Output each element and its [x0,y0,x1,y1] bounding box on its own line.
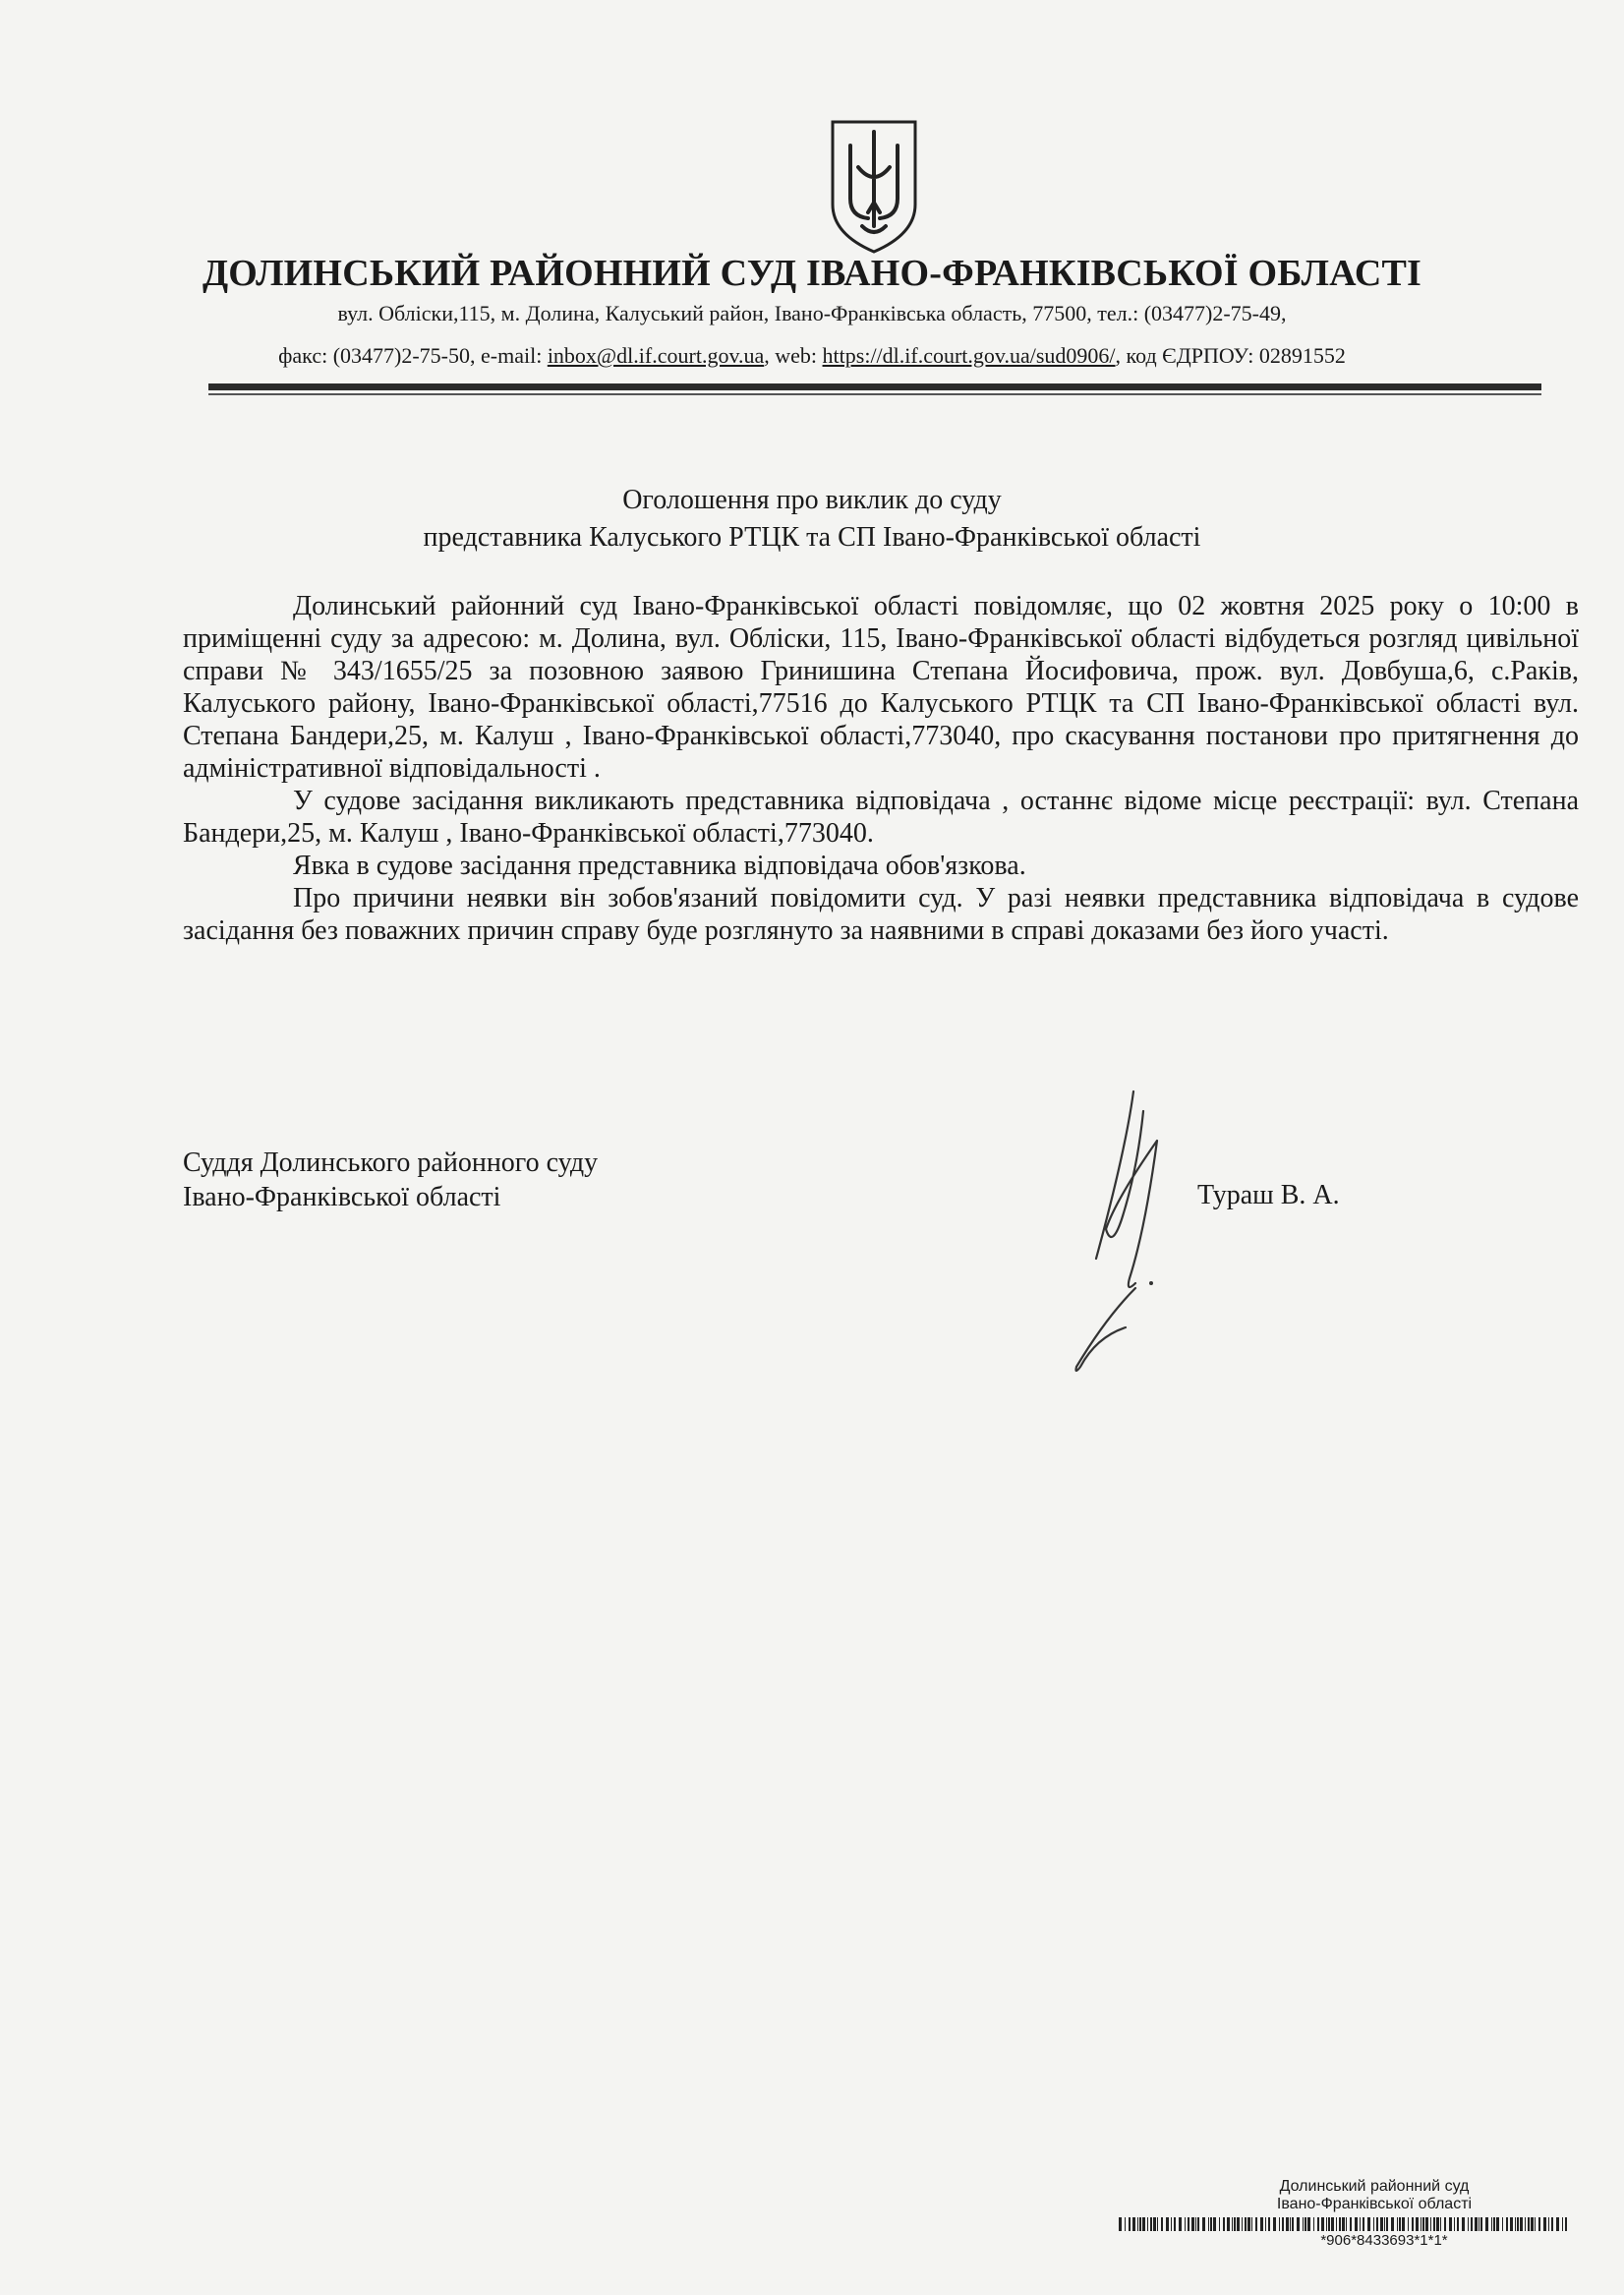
stamp-line-2: Івано-Франківської області [1276,2196,1473,2212]
barcode-number: *906*8433693*1*1* [1320,2232,1448,2249]
header-divider [208,383,1541,390]
registration-stamp [1119,2178,1561,2249]
paragraph: Долинський районний суд Івано-Франківської області повідомляє, що 02 жовтня 2025 року о 10:00 в приміщенні суду за адресою: м. Долина, вул. Обліски, 115, Івано-Франківської області відбудеться розгляд цивільної справи № 343/1655/25 за позовною заявою Гринишина Степана Йосифовича, прож. вул. Довбуша,6, с.Раків, Калуського району, Івано-Франківської області,77516 до Калуського РТЦК та СП Івано-Франківської області вул. Степана Бандери,25, м. Калуш , Івано-Франківської області,773040, про скасування постанови про притягнення до адміністративної відповідальності . [183,591,1579,784]
court-address: вул. Обліски,115, м. Долина, Калуський район, Івано-Франківська область, 77500, тел.: (03477)2-75-49, [337,301,1287,325]
judge-position-line-1: Суддя Долинського районного суду [183,1148,599,1178]
barcode-icon [1119,2217,1571,2231]
paragraph: Явка в судове засідання представника відповідача обов'язкова. [293,851,1026,881]
court-name: ДОЛИНСЬКИЙ РАЙОННИЙ СУД ІВАНО-ФРАНКІВСЬКОЇ ОБЛАСТІ [202,253,1422,294]
announcement-title [0,482,1624,557]
fax-label: факс: (03477)2-75-50, e-mail: [278,343,548,368]
court-contacts [0,343,1624,369]
judge-position [183,1146,598,1214]
header-divider-thin [208,393,1541,395]
announcement-body [183,590,1579,947]
paragraph: Про причини неявки він зобов'язаний повідомити суд. У разі неявки представника відповідача в судове засідання без поважних причин справу буде розглянуто за наявними в справі доказами без його участі. [183,883,1579,946]
coat-of-arms-icon [829,118,919,256]
email-link[interactable]: inbox@dl.if.court.gov.ua [547,343,765,368]
judge-position-line-2: Івано-Франківської області [183,1182,501,1212]
paragraph: У судове засідання викликають представника відповідача , останнє відоме місце реєстрації: вул. Степана Бандери,25, м. Калуш , Івано-Франківської області,773040. [183,786,1579,849]
web-label: , web: [764,343,823,368]
web-link[interactable]: https://dl.if.court.gov.ua/sud0906/ [822,343,1116,368]
announcement-title-line-2: представника Калуського РТЦК та СП Івано-Франківської області [423,522,1201,553]
judge-name: Тураш В. А. [1197,1180,1340,1210]
edrpou-code: , код ЄДРПОУ: 02891552 [1115,343,1346,368]
announcement-title-line-1: Оголошення про виклик до суду [622,485,1002,515]
handwritten-signature [1067,1082,1175,1377]
stamp-line-1: Долинський районний суд [1279,2178,1470,2195]
